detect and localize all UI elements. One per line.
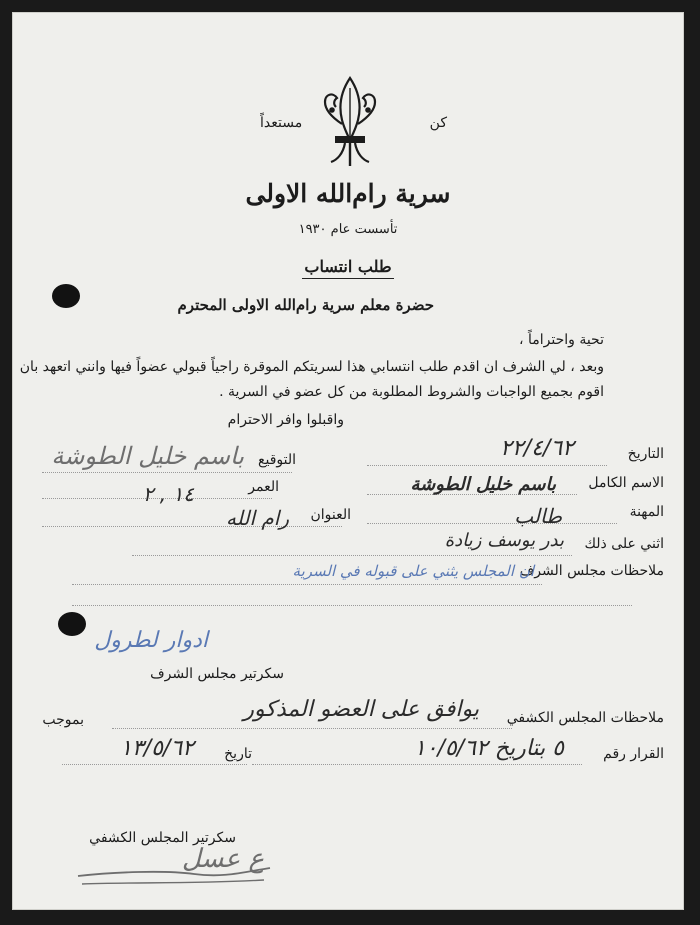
decision-label: القرار رقم xyxy=(603,746,664,762)
date-value: ٢٢/٤/٦٢ xyxy=(500,436,574,461)
signature-flourish-icon xyxy=(74,862,274,892)
age-label: العمر xyxy=(248,479,279,495)
signature-value: باسم خليل الطوشة xyxy=(51,442,244,470)
occupation-label: المهنة xyxy=(629,504,664,520)
form-title xyxy=(12,257,684,276)
decision-date-label: تاريخ xyxy=(224,746,252,762)
letter-body-line-1: وبعد ، لي الشرف ان اقدم طلب انتسابي هذا لسريتكم الموقرة راجياً قبولي عضواً فيها وانني اتعهد بان xyxy=(19,359,604,375)
council-notes-line xyxy=(72,584,542,585)
scout-secretary-label: سكرتير المجلس الكشفي xyxy=(89,830,236,846)
letter-body-line-2: اقوم بجميع الواجبات والشروط المطلوبة من كل عضو في السرية . xyxy=(219,384,604,400)
signature-label: التوقيع xyxy=(258,452,296,468)
scout-council-notes-line xyxy=(112,728,512,729)
date-label: التاريخ xyxy=(627,446,664,462)
honor-secretary-handwritten: ادوار لطرول xyxy=(94,628,208,653)
punch-hole-top xyxy=(52,284,80,308)
scout-council-notes-label: ملاحظات المجلس الكشفي xyxy=(506,710,664,726)
application-form-page xyxy=(12,12,684,910)
signature-line xyxy=(42,472,292,473)
form-title-text: طلب انتساب xyxy=(302,257,393,279)
fullname-label: الاسم الكامل xyxy=(588,475,664,491)
fullname-value: باسم خليل الطوشة xyxy=(410,474,556,495)
council-notes-label: ملاحظات مجلس الشرف xyxy=(519,563,664,579)
by-virtue-label: بموجب xyxy=(42,712,84,728)
motto-left: مستعداً xyxy=(260,115,303,131)
honor-secretary-label: سكرتير مجلس الشرف xyxy=(150,666,284,682)
occupation-line xyxy=(367,523,617,524)
address-line xyxy=(42,526,342,527)
letter-closing: واقبلوا وافر الاحترام xyxy=(227,412,344,428)
endorse-value: بدر يوسف زيادة xyxy=(444,530,564,551)
motto-right: كن xyxy=(429,115,447,131)
letter-address: حضرة معلم سرية رام‌الله الاولى المحترم xyxy=(177,296,434,314)
council-notes-value: ان المجلس يثني على قبوله في السرية xyxy=(292,562,534,580)
decision-value: ٥ بتاريخ ١٠/٥/٦٢ xyxy=(413,736,564,761)
date-line xyxy=(367,465,607,466)
age-value: ١٤ , ٢ xyxy=(142,482,194,506)
endorse-line xyxy=(132,555,572,556)
decision-date-value: ١٣/٥/٦٢ xyxy=(120,736,194,761)
decision-line xyxy=(252,764,582,765)
fleur-de-lis-icon xyxy=(315,74,385,178)
scout-council-notes-value: يوافق على العضو المذكور xyxy=(243,697,479,722)
punch-hole-bottom xyxy=(58,612,86,636)
troop-name: سرية رام‌الله الاولى xyxy=(245,179,451,208)
letter-greeting: تحية واحتراماً ، xyxy=(519,332,604,348)
endorse-label: اثني على ذلك xyxy=(584,536,664,552)
scout-secretary-signature: ع عسل xyxy=(181,844,264,874)
occupation-value: طالب xyxy=(514,504,562,528)
address-label: العنوان xyxy=(310,507,351,523)
decision-date-line xyxy=(62,764,247,765)
founded-year: تأسست عام ١٩٣٠ xyxy=(298,222,398,237)
council-notes-line-2 xyxy=(72,605,632,606)
address-value: رام الله xyxy=(226,506,289,530)
